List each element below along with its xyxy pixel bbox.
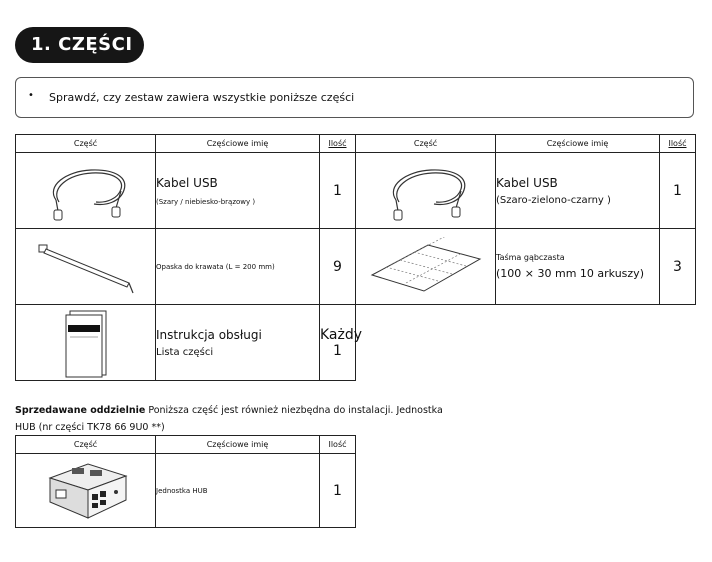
sold-separately-label: Sprzedawane oddzielnie xyxy=(15,405,146,416)
bullet: • xyxy=(28,90,34,101)
hub-table xyxy=(15,435,356,528)
part-qty: 1 xyxy=(320,153,356,229)
table-row xyxy=(16,454,356,528)
sponge-tape-icon xyxy=(366,237,486,297)
section-title: 1. CZĘŚCI xyxy=(15,27,144,63)
table-row xyxy=(16,305,356,381)
header-name: Częściowe imię xyxy=(496,135,660,153)
manual-icon xyxy=(56,307,116,379)
table-header-row xyxy=(356,135,696,153)
part-sub: (100 × 30 mm 10 arkuszy) xyxy=(496,267,644,280)
part-name-cell xyxy=(156,305,320,381)
sold-separately-text: Poniższa część jest również niezbędna do instalacji. Jednostka HUB (nr części TK78 66 9U0 **) xyxy=(15,405,443,433)
notice-text: Sprawdź, czy zestaw zawiera wszystkie poniższe części xyxy=(49,91,355,104)
header-qty: Ilość xyxy=(320,436,356,454)
part-qty: 3 xyxy=(660,229,696,305)
part-sub: (Szaro-zielono-czarny ) xyxy=(496,194,611,206)
usb-cable-icon xyxy=(376,156,476,226)
part-name-cell xyxy=(496,229,660,305)
part-sub: (Szary / niebiesko-brązowy ) xyxy=(156,197,256,206)
part-image-cell xyxy=(356,229,496,305)
table-row xyxy=(16,153,356,229)
part-name: Opaska do krawata (L = 200 mm) xyxy=(156,262,275,271)
table-row xyxy=(356,229,696,305)
part-qty: 1 xyxy=(320,454,356,528)
part-name-cell xyxy=(156,229,320,305)
parts-table-right xyxy=(355,134,696,305)
header-qty: Ilość xyxy=(320,135,356,153)
part-sub: Lista części xyxy=(156,346,214,358)
part-name-cell xyxy=(156,454,320,528)
header-part: Część xyxy=(16,135,156,153)
part-qty: 9 xyxy=(320,229,356,305)
parts-table-left xyxy=(15,134,363,381)
part-name: Kabel USB xyxy=(496,175,558,190)
part-name: Jednostka HUB xyxy=(156,486,208,495)
table-header-row xyxy=(16,135,356,153)
sold-separately-note xyxy=(15,402,455,436)
notice-box xyxy=(15,77,694,118)
part-name: Kabel USB xyxy=(156,175,218,190)
table-row xyxy=(16,229,356,305)
part-qty: 1 xyxy=(660,153,696,229)
cable-tie-icon xyxy=(31,237,141,297)
table-row xyxy=(356,153,696,229)
part-image-cell xyxy=(16,229,156,305)
part-name: Instrukcja obsługi xyxy=(156,327,262,342)
hub-unit-icon xyxy=(36,458,136,524)
header-part: Część xyxy=(16,436,156,454)
header-name: Częściowe imię xyxy=(156,135,320,153)
header-part: Część xyxy=(356,135,496,153)
table-header-row xyxy=(16,436,356,454)
header-qty: Ilość xyxy=(660,135,696,153)
part-image-cell xyxy=(16,153,156,229)
part-image-cell xyxy=(356,153,496,229)
header-name: Częściowe imię xyxy=(156,436,320,454)
part-name: Taśma gąbczasta xyxy=(496,253,565,262)
usb-cable-icon xyxy=(36,156,136,226)
part-name-cell xyxy=(496,153,660,229)
part-image-cell xyxy=(16,305,156,381)
part-qty: Każdy 1 xyxy=(320,305,356,381)
part-name-cell xyxy=(156,153,320,229)
part-image-cell xyxy=(16,454,156,528)
